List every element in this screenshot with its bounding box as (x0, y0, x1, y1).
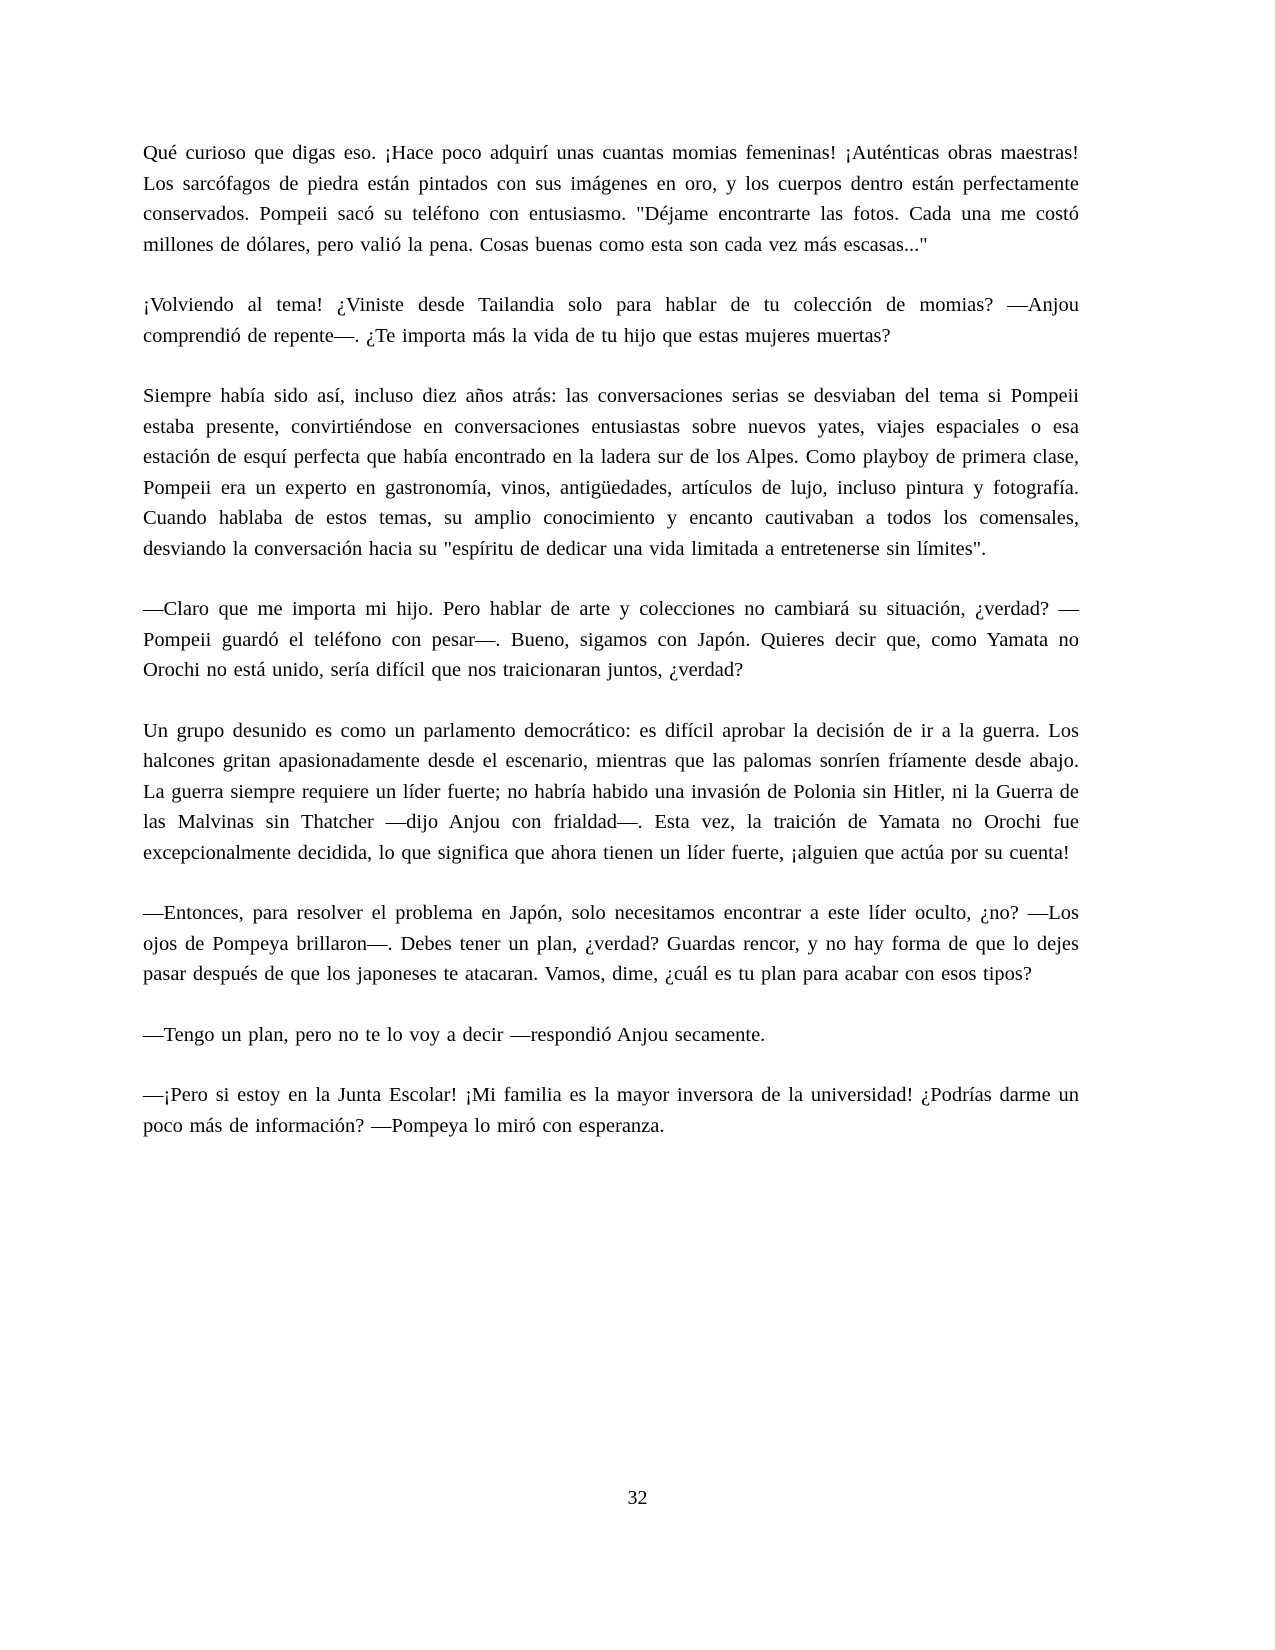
paragraph: —¡Pero si estoy en la Junta Escolar! ¡Mi familia es la mayor inversora de la universidad! ¿Podrías darme un poco más de información? —Pompeya lo miró con esperanza. (143, 1084, 1079, 1137)
paragraph: —Claro que me importa mi hijo. Pero hablar de arte y colecciones no cambiará su situación, ¿verdad? —Pompeii guardó el teléfono con pesar—. Bueno, sigamos con Japón. Quieres decir que, como Yamata no Orochi no está unido, sería difícil que nos traicionaran juntos, ¿verdad? (143, 598, 1079, 681)
paragraph: —Tengo un plan, pero no te lo voy a decir —respondió Anjou secamente. (143, 1023, 766, 1046)
page-number: 32 (627, 1487, 648, 1509)
paragraph: Siempre había sido así, incluso diez años atrás: las conversaciones serias se desviaban del tema si Pompeii estaba presente, convirtiéndose en conversaciones entusiastas sobre nuevos yates, viajes espaciales o esa estación de esquí perfecta que había encontrado en la ladera sur de los Alpes. Como playboy de primera clase, Pompeii era un experto en gastronomía, vinos, antigüedades, artículos de lujo, incluso pintura y fotografía. Cuando hablaba de estos temas, su amplio conocimiento y encanto cautivaban a todos los comensales, desviando la conversación hacia su "espíritu de dedicar una vida limitada a entretenerse sin límites". (143, 385, 1079, 560)
text-content (143, 138, 1079, 1171)
paragraph: Un grupo desunido es como un parlamento democrático: es difícil aprobar la decisión de ir a la guerra. Los halcones gritan apasionadamente desde el escenario, mientras que las palomas sonríen fríamente desde abajo. La guerra siempre requiere un líder fuerte; no habría habido una invasión de Polonia sin Hitler, ni la Guerra de las Malvinas sin Thatcher —dijo Anjou con frialdad—. Esta vez, la traición de Yamata no Orochi fue excepcionalmente decidida, lo que significa que ahora tienen un líder fuerte, ¡alguien que actúa por su cuenta! (143, 719, 1079, 864)
paragraph: ¡Volviendo al tema! ¿Viniste desde Tailandia solo para hablar de tu colección de momias? —Anjou comprendió de repente—. ¿Te importa más la vida de tu hijo que estas mujeres muertas? (143, 294, 1079, 347)
paragraph: —Entonces, para resolver el problema en Japón, solo necesitamos encontrar a este líder oculto, ¿no? —Los ojos de Pompeya brillaron—. Debes tener un plan, ¿verdad? Guardas rencor, y no hay forma de que lo dejes pasar después de que los japoneses te atacaran. Vamos, dime, ¿cuál es tu plan para acabar con esos tipos? (143, 902, 1079, 985)
paragraph: Qué curioso que digas eso. ¡Hace poco adquirí unas cuantas momias femeninas! ¡Auténticas obras maestras! Los sarcófagos de piedra están pintados con sus imágenes en oro, y los cuerpos dentro están perfectamente conservados. Pompeii sacó su teléfono con entusiasmo. "Déjame encontrarte las fotos. Cada una me costó millones de dólares, pero valió la pena. Cosas buenas como esta son cada vez más escasas..." (143, 142, 1079, 256)
